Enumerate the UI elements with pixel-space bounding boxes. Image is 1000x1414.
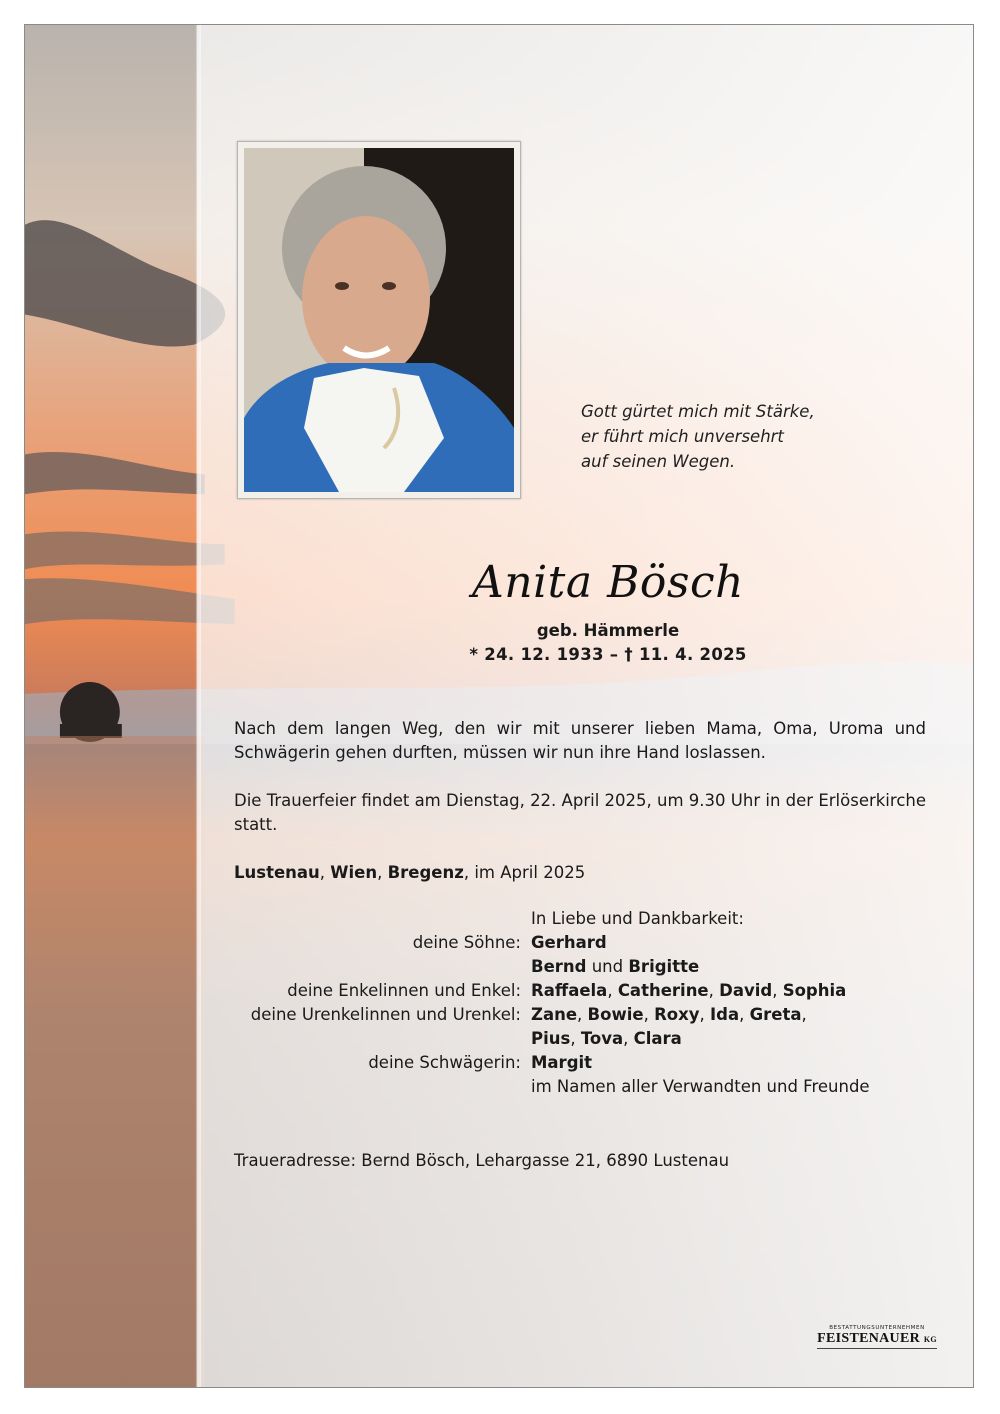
family-value bbox=[531, 931, 607, 955]
family-member: Brigitte bbox=[628, 957, 700, 976]
family-label bbox=[234, 955, 531, 979]
family-row bbox=[234, 979, 926, 1003]
family-row bbox=[234, 955, 926, 979]
portrait-frame bbox=[237, 141, 521, 499]
place-date-line bbox=[234, 863, 585, 882]
place-separator: , bbox=[377, 863, 388, 882]
family-member: Margit bbox=[531, 1053, 593, 1072]
family-value bbox=[531, 1051, 592, 1075]
quote-line: auf seinen Wegen. bbox=[581, 452, 736, 471]
family-member: Bowie bbox=[587, 1005, 644, 1024]
place-city: Lustenau bbox=[234, 863, 320, 882]
family-member: Pius bbox=[531, 1029, 571, 1048]
logo-name-text: FEISTENAUER bbox=[817, 1331, 921, 1346]
logo-name bbox=[817, 1331, 937, 1347]
obituary-card bbox=[24, 24, 974, 1388]
family-label: deine Schwägerin: bbox=[368, 1053, 521, 1072]
paragraph-farewell: Nach dem langen Weg, den wir mit unserer lieben Mama, Oma, Uroma und Schwägerin gehen durften, müssen wir nun ihre Hand loslassen. bbox=[234, 719, 926, 762]
family-row bbox=[234, 931, 926, 955]
family-member: Roxy bbox=[654, 1005, 700, 1024]
logo-subtitle: BESTATTUNGSUNTERNEHMEN bbox=[829, 1325, 925, 1331]
place-city: Bregenz bbox=[387, 863, 464, 882]
family-member: Raffaela bbox=[531, 981, 608, 1000]
family-member: Catherine bbox=[617, 981, 709, 1000]
funeral-home-logo bbox=[817, 1325, 937, 1349]
mourning-address: Traueradresse: Bernd Bösch, Lehargasse 21, 6890 Lustenau bbox=[234, 1151, 730, 1170]
family-member: Tova bbox=[580, 1029, 624, 1048]
family-row bbox=[234, 1027, 926, 1051]
family-row bbox=[234, 1051, 926, 1075]
place-separator: , bbox=[319, 863, 331, 882]
logo-suffix: KG bbox=[923, 1335, 937, 1344]
place-date: , im April 2025 bbox=[463, 863, 586, 882]
family-member: Ida bbox=[710, 1005, 740, 1024]
paragraph-funeral: Die Trauerfeier findet am Dienstag, 22. April 2025, um 9.30 Uhr in der Erlöserkirche statt. bbox=[234, 791, 926, 834]
family-value: Zane, Bowie, Roxy, Ida, Greta, bbox=[531, 1005, 807, 1024]
quote-line: Gott gürtet mich mit Stärke, bbox=[581, 402, 815, 421]
family-label: deine Söhne: bbox=[412, 933, 521, 952]
portrait-photo bbox=[244, 148, 514, 492]
bible-quote bbox=[581, 399, 815, 474]
family-member: Sophia bbox=[782, 981, 847, 1000]
family-intro: In Liebe und Dankbarkeit: bbox=[531, 909, 744, 928]
family-value: Raffaela, Catherine, David, Sophia bbox=[531, 981, 847, 1000]
family-row bbox=[234, 1003, 926, 1027]
family-member: Greta bbox=[749, 1005, 802, 1024]
family-list bbox=[234, 907, 926, 1099]
family-member: Bernd bbox=[531, 957, 587, 976]
family-value: Pius, Tova, Clara bbox=[531, 1029, 682, 1048]
portrait-image bbox=[244, 148, 514, 492]
family-member: Zane bbox=[531, 1005, 578, 1024]
family-connector: und bbox=[591, 957, 624, 976]
family-member: David bbox=[719, 981, 773, 1000]
family-row bbox=[234, 907, 926, 931]
birth-name: geb. Hämmerle bbox=[536, 621, 680, 640]
family-value bbox=[531, 955, 699, 979]
family-row bbox=[234, 1075, 926, 1099]
family-closing: im Namen aller Verwandten und Freunde bbox=[531, 1077, 870, 1096]
family-label: deine Urenkelinnen und Urenkel: bbox=[250, 1005, 521, 1024]
place-city: Wien bbox=[330, 863, 378, 882]
deceased-name: Anita Bösch bbox=[472, 557, 744, 608]
logo-underline bbox=[817, 1348, 937, 1349]
quote-line: er führt mich unversehrt bbox=[581, 427, 784, 446]
family-member: Clara bbox=[633, 1029, 682, 1048]
life-dates: * 24. 12. 1933 – † 11. 4. 2025 bbox=[469, 645, 747, 664]
strip-edge bbox=[195, 25, 201, 1387]
family-label bbox=[234, 1027, 531, 1051]
family-label: deine Enkelinnen und Enkel: bbox=[287, 981, 521, 1000]
family-label bbox=[234, 907, 531, 931]
family-label bbox=[234, 1075, 531, 1099]
family-member: Gerhard bbox=[531, 933, 607, 952]
